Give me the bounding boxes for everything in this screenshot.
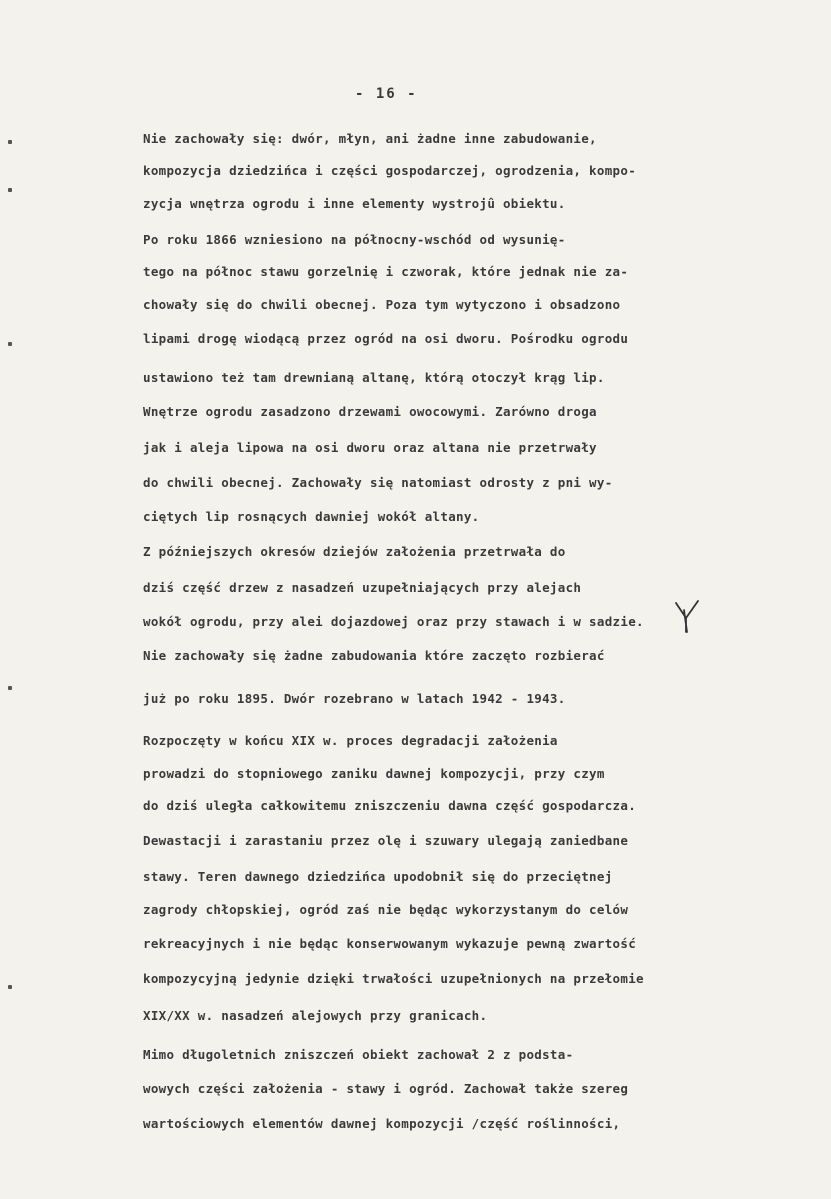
text-line: Mimo długoletnich zniszczeń obiekt zachował 2 z podsta-: [143, 1047, 574, 1062]
text-line: wokół ogrodu, przy alei dojazdowej oraz przy stawach i w sadzie.: [143, 614, 644, 629]
margin-mark: [8, 686, 12, 690]
text-line: stawy. Teren dawnego dziedzińca upodobnił się do przeciętnej: [143, 869, 613, 884]
text-line: kompozycyjną jedynie dzięki trwałości uzupełnionych na przełomie: [143, 971, 644, 986]
text-line: tego na północ stawu gorzelnię i czworak, które jednak nie za-: [143, 264, 629, 279]
text-line: jak i aleja lipowa na osi dworu oraz altana nie przetrwały: [143, 440, 597, 455]
text-line: Nie zachowały się: dwór, młyn, ani żadne inne zabudowanie,: [143, 131, 597, 146]
margin-mark: [8, 140, 12, 144]
text-line: zagrody chłopskiej, ogród zaś nie będąc wykorzystanym do celów: [143, 902, 629, 917]
handwritten-correction-mark: [673, 598, 703, 634]
text-line: Po roku 1866 wzniesiono na północny-wschód od wysunię-: [143, 232, 566, 247]
text-line: Nie zachowały się żadne zabudowania które zaczęto rozbierać: [143, 648, 605, 663]
text-line: wartościowych elementów dawnej kompozycji /część roślinności,: [143, 1116, 621, 1131]
margin-mark: [8, 342, 12, 346]
page-number: - 16 -: [355, 86, 418, 102]
text-line: prowadzi do stopniowego zaniku dawnej kompozycji, przy czym: [143, 766, 605, 781]
margin-mark: [8, 985, 12, 989]
text-line: Wnętrze ogrodu zasadzono drzewami owocowymi. Zarówno droga: [143, 404, 597, 419]
text-line: do dziś uległa całkowitemu zniszczeniu dawna część gospodarcza.: [143, 798, 637, 813]
text-line: Rozpoczęty w końcu XIX w. proces degradacji założenia: [143, 733, 558, 748]
text-line: dziś część drzew z nasadzeń uzupełniających przy alejach: [143, 580, 582, 595]
text-line: zycja wnętrza ogrodu i inne elementy wystrojû obiektu.: [143, 196, 566, 211]
margin-mark: [8, 188, 12, 192]
text-line: XIX/XX w. nasadzeń alejowych przy granicach.: [143, 1008, 488, 1023]
text-line: chowały się do chwili obecnej. Poza tym wytyczono i obsadzono: [143, 297, 621, 312]
text-line: lipami drogę wiodącą przez ogród na osi dworu. Pośrodku ogrodu: [143, 331, 629, 346]
text-line: Dewastacji i zarastaniu przez olę i szuwary ulegają zaniedbane: [143, 833, 629, 848]
text-line: rekreacyjnych i nie będąc konserwowanym wykazuje pewną zwartość: [143, 936, 637, 951]
text-line: już po roku 1895. Dwór rozebrano w latach 1942 - 1943.: [143, 691, 566, 706]
text-line: wowych części założenia - stawy i ogród. Zachował także szereg: [143, 1081, 629, 1096]
text-line: kompozycja dziedzińca i części gospodarczej, ogrodzenia, kompo-: [143, 163, 637, 178]
text-line: do chwili obecnej. Zachowały się natomiast odrosty z pni wy-: [143, 475, 613, 490]
text-line: ciętych lip rosnących dawniej wokół altany.: [143, 509, 480, 524]
text-line: ustawiono też tam drewnianą altanę, którą otoczył krąg lip.: [143, 370, 605, 385]
text-line: Z późniejszych okresów dziejów założenia przetrwała do: [143, 544, 566, 559]
